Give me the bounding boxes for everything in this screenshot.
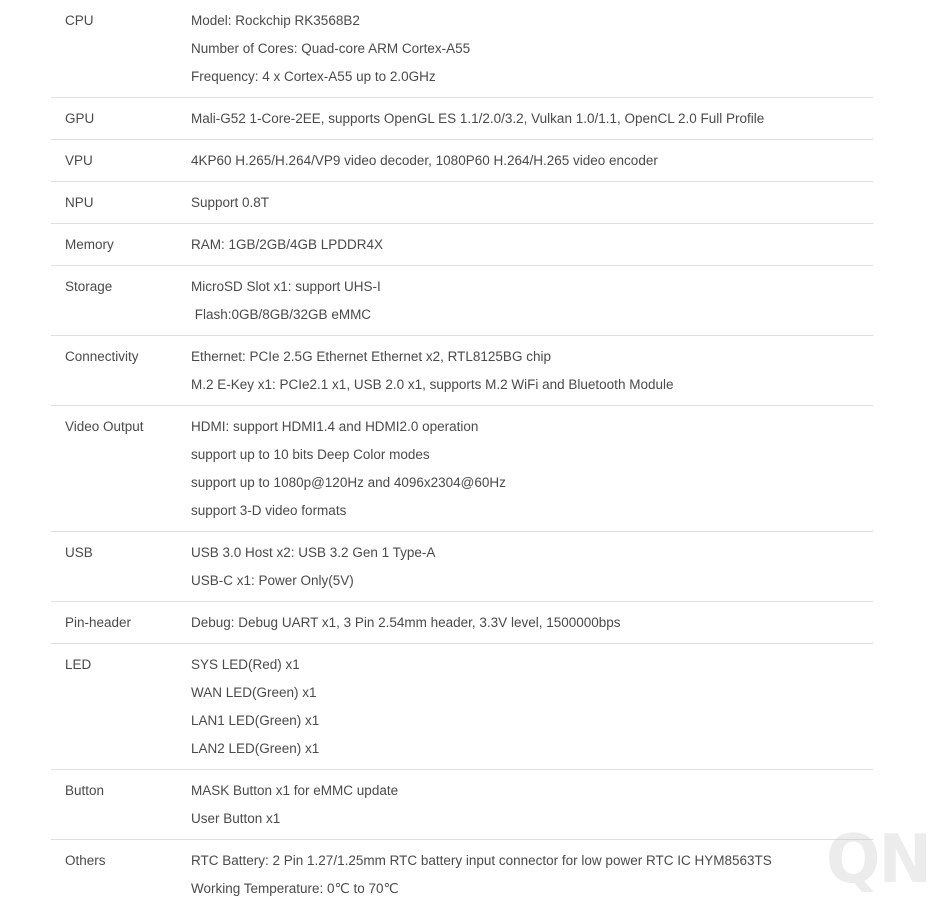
spec-value: support 3-D video formats (191, 503, 347, 518)
spec-value: MicroSD Slot x1: support UHS-I (191, 279, 381, 294)
spec-label: Connectivity (65, 349, 139, 364)
spec-values (191, 539, 873, 595)
spec-row-pin-header (51, 602, 873, 644)
spec-label: Pin-header (65, 615, 132, 630)
spec-row-gpu (51, 98, 873, 140)
spec-value: MASK Button x1 for eMMC update (191, 783, 399, 798)
spec-row-others (51, 840, 873, 909)
spec-values (191, 189, 873, 217)
spec-value: User Button x1 (191, 811, 281, 826)
spec-values (191, 147, 873, 175)
spec-values (191, 105, 873, 133)
spec-values (191, 413, 873, 525)
spec-value: LAN2 LED(Green) x1 (191, 741, 320, 756)
spec-label: Others (65, 853, 106, 868)
spec-values (191, 777, 873, 833)
spec-value: M.2 E-Key x1: PCIe2.1 x1, USB 2.0 x1, supports M.2 WiFi and Bluetooth Module (191, 377, 674, 392)
spec-label: GPU (65, 111, 95, 126)
spec-value: Debug: Debug UART x1, 3 Pin 2.54mm header, 3.3V level, 1500000bps (191, 615, 621, 630)
spec-values (191, 7, 873, 91)
spec-label: NPU (65, 195, 94, 210)
spec-values (191, 273, 873, 329)
spec-row-video-output (51, 406, 873, 532)
spec-row-usb (51, 532, 873, 602)
spec-value: Ethernet: PCIe 2.5G Ethernet Ethernet x2, RTL8125BG chip (191, 349, 551, 364)
spec-row-vpu (51, 140, 873, 182)
spec-value: Number of Cores: Quad-core ARM Cortex-A55 (191, 41, 471, 56)
spec-values (191, 231, 873, 259)
spec-values (191, 847, 873, 903)
spec-value: USB-C x1: Power Only(5V) (191, 573, 354, 588)
spec-label: CPU (65, 13, 94, 28)
spec-values (191, 651, 873, 763)
spec-value: WAN LED(Green) x1 (191, 685, 317, 700)
spec-values (191, 609, 873, 637)
spec-value: Support 0.8T (191, 195, 270, 210)
spec-value: RTC Battery: 2 Pin 1.27/1.25mm RTC battery input connector for low power RTC IC HYM8563TS (191, 853, 772, 868)
spec-value: support up to 1080p@120Hz and 4096x2304@60Hz (191, 475, 506, 490)
spec-label: Storage (65, 279, 113, 294)
watermark-logo: QN (826, 821, 930, 899)
spec-row-button (51, 770, 873, 840)
spec-row-led (51, 644, 873, 770)
spec-value: 4KP60 H.265/H.264/VP9 video decoder, 1080P60 H.264/H.265 video encoder (191, 153, 658, 168)
spec-value: Mali-G52 1-Core-2EE, supports OpenGL ES 1.1/2.0/3.2, Vulkan 1.0/1.1, OpenCL 2.0 Full Profile (191, 111, 765, 126)
spec-label: LED (65, 657, 92, 672)
spec-row-memory (51, 224, 873, 266)
spec-value: SYS LED(Red) x1 (191, 657, 300, 672)
spec-value: Working Temperature: 0℃ to 70℃ (191, 881, 399, 896)
spec-value: USB 3.0 Host x2: USB 3.2 Gen 1 Type-A (191, 545, 436, 560)
spec-row-cpu (51, 0, 873, 98)
spec-value: RAM: 1GB/2GB/4GB LPDDR4X (191, 237, 384, 252)
spec-label: USB (65, 545, 93, 560)
spec-label: Memory (65, 237, 114, 252)
spec-row-npu (51, 182, 873, 224)
spec-value: support up to 10 bits Deep Color modes (191, 447, 430, 462)
spec-label: Button (65, 783, 105, 798)
spec-label: Video Output (65, 419, 144, 434)
spec-label: VPU (65, 153, 93, 168)
spec-value: Model: Rockchip RK3568B2 (191, 13, 360, 28)
spec-values (191, 343, 873, 399)
spec-row-connectivity (51, 336, 873, 406)
spec-value: HDMI: support HDMI1.4 and HDMI2.0 operation (191, 419, 479, 434)
spec-value: LAN1 LED(Green) x1 (191, 713, 320, 728)
spec-value: Flash:0GB/8GB/32GB eMMC (191, 307, 372, 322)
spec-table (51, 0, 873, 909)
spec-value: Frequency: 4 x Cortex-A55 up to 2.0GHz (191, 69, 436, 84)
spec-row-storage (51, 266, 873, 336)
